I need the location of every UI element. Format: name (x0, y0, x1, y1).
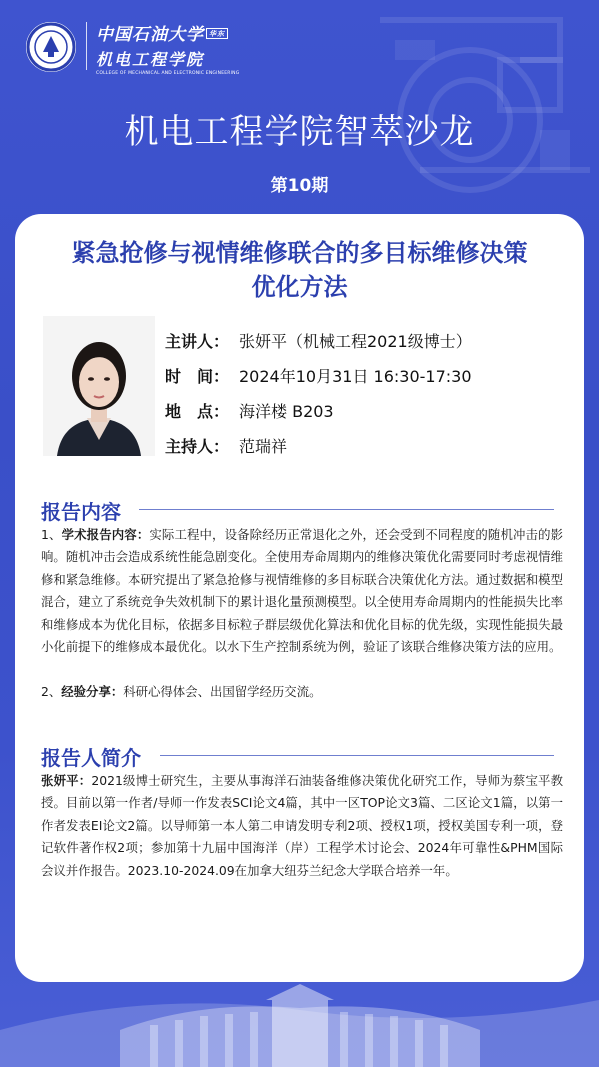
header (0, 0, 599, 230)
speaker-label: 主讲人： (165, 332, 230, 351)
content-card (15, 214, 584, 982)
speaker-row (165, 324, 575, 359)
host-value: 范瑞祥 (239, 437, 288, 456)
place-row (165, 394, 575, 429)
report-item-2-label: 经验分享： (61, 684, 124, 699)
bio-text: 2021级博士研究生，主要从事海洋石油装备维修决策优化研究工作，导师为蔡宝平教授。目前以第一作者/导师一作发表SCI论文4篇，其中一区TOP论文3篇、二区论文1篇，以第一作者发表EI论文2篇。以导师第一本人第二申请发明专利2项、授权1项，授权美国专利一项，登记软件著作权2项；参加第十九届中国海洋（岸）工程学术讨论会、2024年可靠性&PHM国际会议并作报告。2023.10-2024.09在加拿大纽芬兰纪念大学联合培养一年。 (41, 773, 563, 878)
talk-info (165, 324, 575, 464)
talk-title-line1: 紧急抢修与视情维修联合的多目标维修决策 (71, 239, 528, 267)
college-name-en: COLLEGE OF MECHANICAL AND ELECTRONIC ENGINEERING (96, 71, 240, 76)
place-label: 地 点： (165, 402, 230, 421)
place-value: 海洋楼 B203 (239, 402, 334, 421)
logo-divider (86, 22, 87, 70)
report-item-2 (41, 681, 563, 703)
report-item-1-prefix: 1、 (41, 527, 62, 542)
report-item-2-text: 科研心得体会、出国留学经历交流。 (123, 684, 322, 699)
university-seal-logo (26, 22, 76, 72)
university-name: 中国石油大学 $^{华东}$ (96, 20, 239, 45)
speaker-value: 张妍平（机械工程2021级博士） (239, 332, 472, 351)
bio-section-title: 报告人简介 (41, 746, 141, 770)
talk-title (15, 236, 584, 304)
salon-title: 机电工程学院智萃沙龙 (124, 112, 475, 152)
campus-buildings-silhouette (0, 970, 599, 1067)
bio-paragraph (41, 770, 563, 882)
report-item-1-label: 学术报告内容： (61, 527, 150, 542)
time-value: 2024年10月31日 16:30-17:30 (239, 367, 472, 386)
college-logo-text (96, 20, 239, 76)
time-label: 时 间： (165, 367, 230, 386)
speaker-photo (43, 316, 155, 456)
report-section-divider (139, 509, 554, 510)
talk-title-line2: 优化方法 (251, 273, 348, 301)
bio-section-divider (160, 755, 554, 756)
college-name: 机电工程学院 (96, 50, 205, 69)
report-section-title: 报告内容 (41, 500, 121, 524)
time-row (165, 359, 575, 394)
report-item-1 (41, 524, 563, 658)
host-row (165, 429, 575, 464)
report-item-2-prefix: 2、 (41, 684, 62, 699)
bio-name-label: 张妍平： (41, 773, 92, 788)
host-label: 主持人： (165, 437, 230, 456)
report-item-1-text: 实际工程中，设备除经历正常退化之外，还会受到不同程度的随机冲击的影响。随机冲击会造成系统性能急剧变化。全使用寿命周期内的维修决策优化需要同时考虑视情维修和紧急维修。本研究提出了紧急抢修与视情维修的多目标联合决策优化方法。通过数据和模型混合，建立了系统竞争失效机制下的累计退化量预测模型。以全使用寿命周期内的性能损失比率和维修成本为优化目标，依据多目标粒子群层级优化算法和优化目标的优先级，实现性能损失最小化前提下的维修成本最优化。以水下生产控制系统为例，验证了该联合维修决策方法的应用。 (41, 527, 564, 655)
issue-number: 第10期 (270, 176, 329, 196)
campus-tag: 华东 (206, 28, 228, 39)
